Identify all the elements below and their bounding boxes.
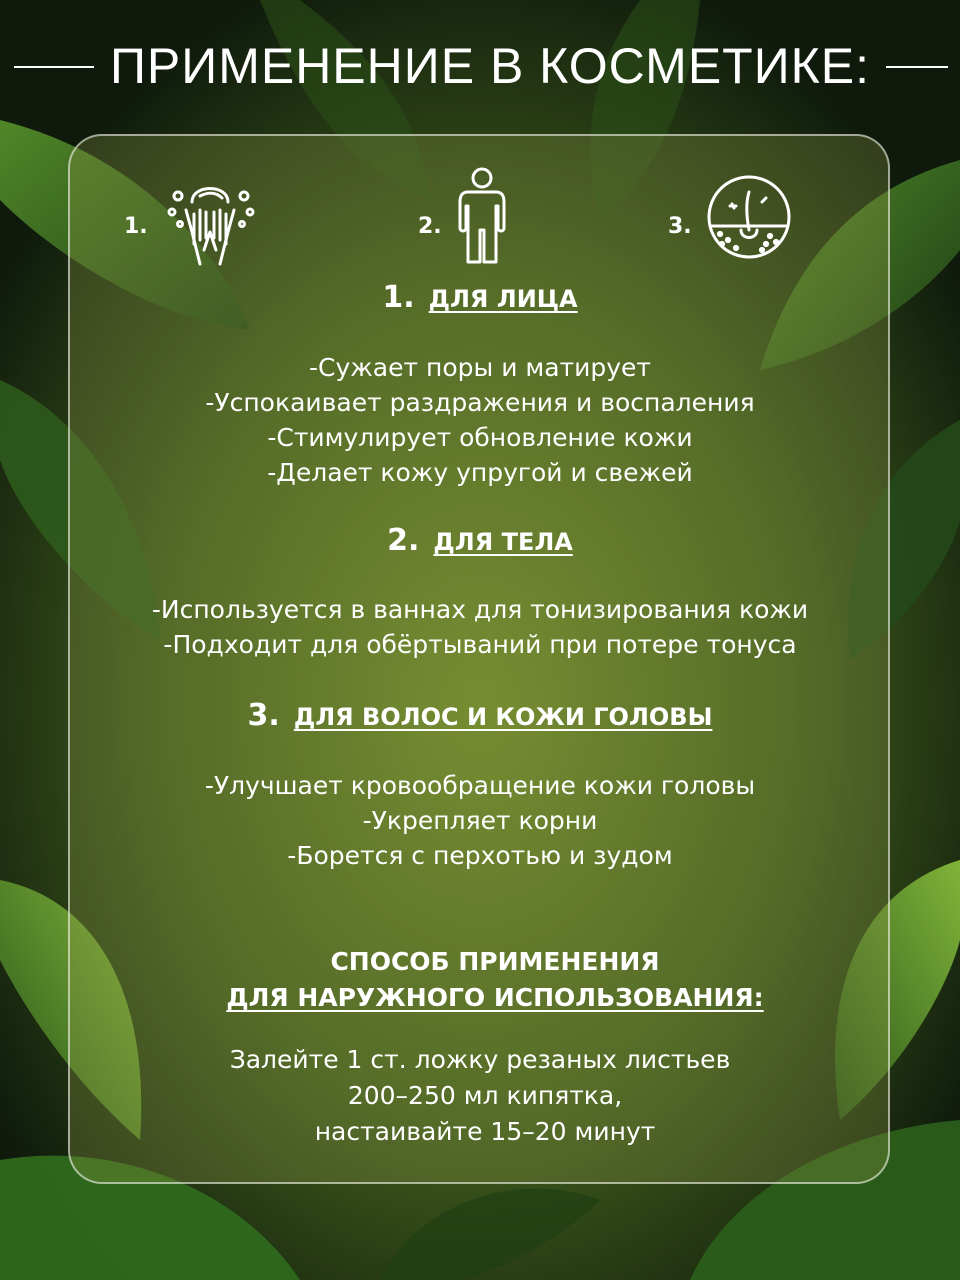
section-label: ДЛЯ ВОЛОС И КОЖИ ГОЛОВЫ xyxy=(293,703,713,731)
instruction-line: Залейте 1 ст. ложку резаных листьев xyxy=(229,1045,731,1074)
section-number: 1. xyxy=(382,280,415,315)
list-item: -Улучшает кровообращение кожи головы xyxy=(204,771,756,800)
list-item: -Подходит для обёртываний при потере тонуса xyxy=(163,630,797,659)
list-item: -Борется с перхотью и зудом xyxy=(287,841,673,870)
list-item: -Сужает поры и матирует xyxy=(309,353,651,382)
section-number: 2. xyxy=(387,523,420,558)
section-label: ДЛЯ ЛИЦА xyxy=(428,285,578,313)
hair-follicle-icon xyxy=(706,174,792,260)
method-heading-line2: ДЛЯ НАРУЖНОГО ИСПОЛЬЗОВАНИЯ: xyxy=(226,983,764,1012)
icon-number: 2. xyxy=(418,214,442,239)
icon-group-face xyxy=(124,166,264,266)
instruction-line: настаивайте 15–20 минут xyxy=(314,1117,656,1146)
list-item: -Укрепляет корни xyxy=(362,806,598,835)
method-instructions xyxy=(0,1042,960,1150)
human-body-icon xyxy=(454,166,510,266)
section-number: 3. xyxy=(247,698,280,733)
title-row xyxy=(0,30,960,102)
section-list-face xyxy=(0,350,960,490)
section-heading-body xyxy=(0,521,960,565)
method-heading xyxy=(0,944,960,1016)
icon-number: 1. xyxy=(124,214,148,239)
list-item: -Успокаивает раздражения и воспаления xyxy=(205,388,755,417)
section-list-hair xyxy=(0,768,960,873)
title-rule-left xyxy=(14,66,94,68)
title-rule-right xyxy=(886,66,948,68)
section-heading-hair xyxy=(0,696,960,740)
icon-group-body xyxy=(418,166,518,266)
face-washing-icon xyxy=(160,166,260,266)
list-item: -Стимулирует обновление кожи xyxy=(267,423,693,452)
icon-number: 3. xyxy=(668,214,692,239)
section-label: ДЛЯ ТЕЛА xyxy=(433,528,573,556)
list-item: -Делает кожу упругой и свежей xyxy=(267,458,693,487)
section-list-body xyxy=(0,592,960,662)
instruction-line: 200–250 мл кипятка, xyxy=(347,1081,623,1110)
icon-group-hair xyxy=(668,166,808,266)
method-heading-line1: СПОСОБ ПРИМЕНЕНИЯ xyxy=(330,947,660,976)
page-title: ПРИМЕНЕНИЕ В КОСМЕТИКЕ: xyxy=(109,38,871,94)
section-heading-face xyxy=(0,278,960,322)
list-item: -Используется в ваннах для тонизирования кожи xyxy=(151,595,809,624)
